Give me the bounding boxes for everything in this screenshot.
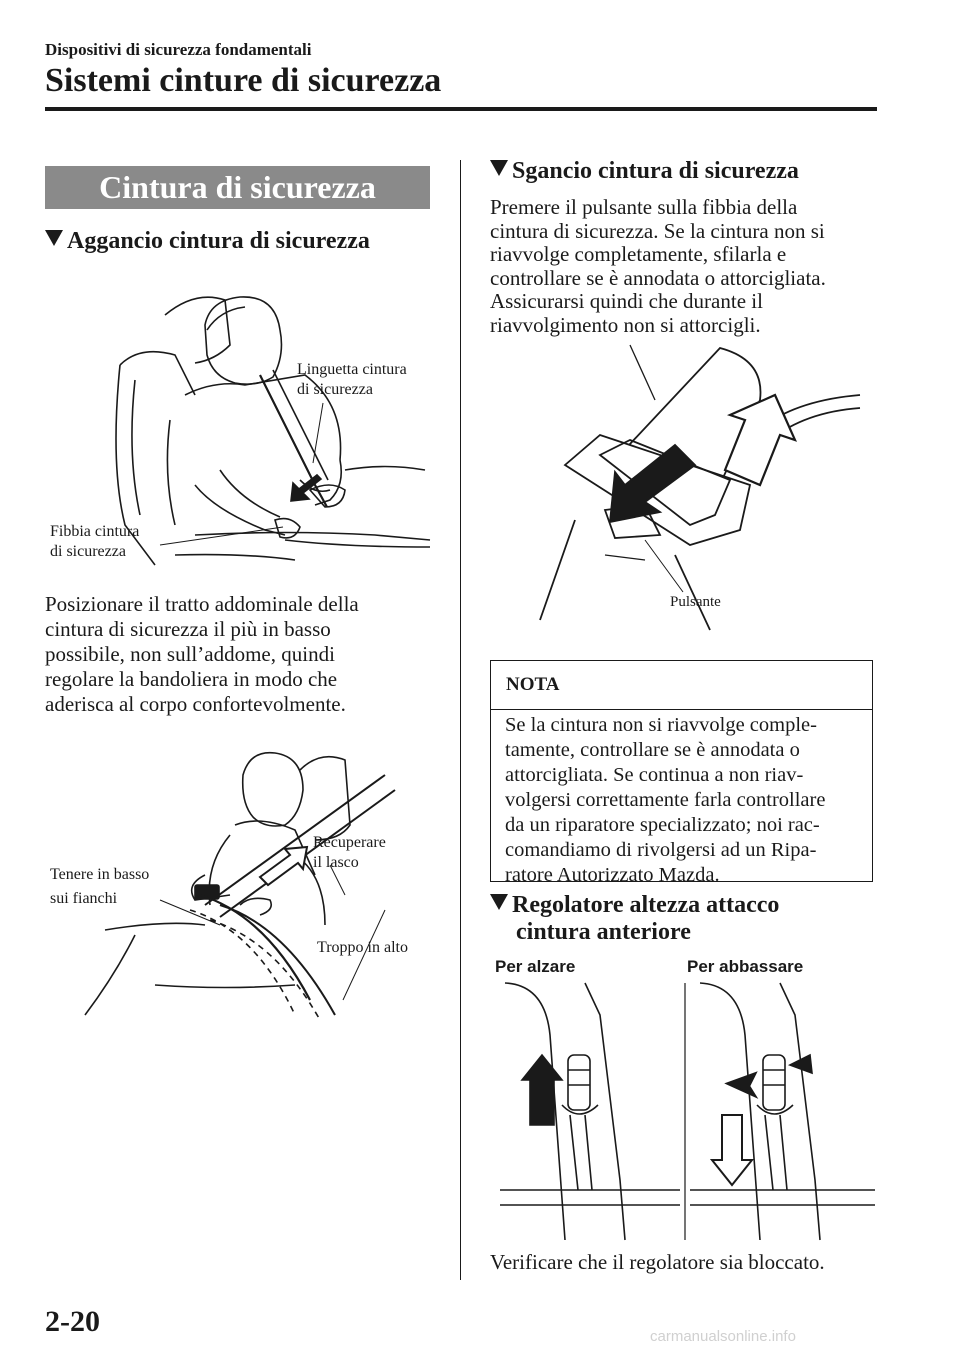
- page-title: Sistemi cinture di sicurezza: [45, 62, 442, 99]
- note-divider: [491, 709, 872, 710]
- label-lower: Per abbassare: [687, 957, 804, 976]
- triangle-marker-icon: [45, 230, 63, 246]
- heading-aggancio: Aggancio cintura di sicurezza: [45, 228, 370, 255]
- watermark: carmanualsonline.info: [650, 1328, 796, 1345]
- note-box: [490, 660, 873, 886]
- note-title: NOTA: [506, 674, 560, 695]
- breadcrumb: Dispositivi di sicurezza fondamentali: [45, 40, 312, 59]
- figure-height-adjuster: [490, 955, 880, 1245]
- section-banner: Cintura di sicurezza: [45, 166, 430, 209]
- heading-regolatore: Regolatore altezza attacco cintura anteriore: [490, 892, 779, 946]
- caption-adjuster: Verificare che il regolatore sia bloccato.: [490, 1250, 825, 1274]
- column-divider: [460, 160, 461, 1280]
- buckle-illustration: [535, 340, 865, 635]
- label-button: Pulsante: [670, 594, 721, 610]
- title-rule: [45, 107, 877, 111]
- paragraph-release: Premere il pulsante sulla fibbia della cintura di sicurezza. Se la cintura non si riavvolge completamente, sfilarla e controllare se è annodata o attorcigliata. Assicurarsi quindi che durante il riavvolgimento non si attorcigli.: [490, 195, 826, 337]
- heading-sgancio: Sgancio cintura di sicurezza: [490, 158, 799, 185]
- paragraph-positioning: Posizionare il tratto addominale della cintura di sicurezza il più in basso possibile, non sull’addome, quindi regolare la bandoliera in modo che aderisca al corpo confortevolmente.: [45, 592, 359, 716]
- figure-fasten-belt: [45, 285, 435, 580]
- label-tongue: Linguetta cintura di sicurezza: [297, 361, 407, 398]
- triangle-marker-icon: [490, 894, 508, 910]
- triangle-marker-icon: [490, 160, 508, 176]
- figure-belt-position: [45, 745, 435, 1020]
- label-raise: Per alzare: [495, 957, 576, 976]
- page-number: 2-20: [45, 1305, 100, 1338]
- figure-buckle-release: [535, 340, 865, 635]
- label-buckle: Fibbia cintura di sicurezza: [50, 523, 140, 560]
- adjuster-illustration: [490, 955, 880, 1245]
- label-slack: Recuperare il lasco: [313, 834, 386, 871]
- label-keep-low: Tenere in basso sui fianchi: [50, 866, 150, 907]
- label-too-high: Troppo in alto: [317, 939, 408, 956]
- note-text: Se la cintura non si riavvolge comple- tamente, controllare se è annodata o attorcigliata. Se continua a non riav- volgersi correttamente farla controllare da un riparatore specializzato; noi rac- comandiamo di rivolgersi ad un Ripa- ratore Autorizzato Mazda.: [505, 714, 826, 886]
